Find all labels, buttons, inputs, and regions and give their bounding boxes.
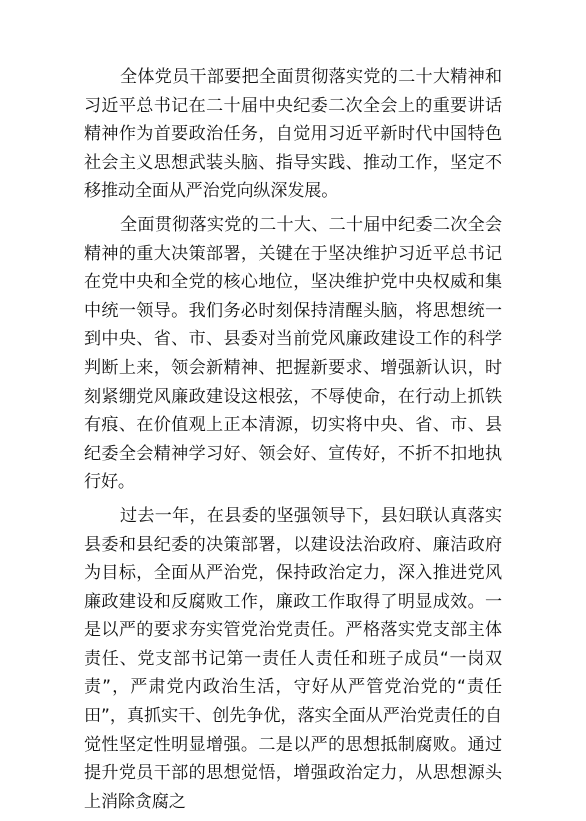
- paragraph-2: 全面贯彻落实党的二十大、二十届中纪委二次全会精神的重大决策部署，关键在于坚决维护习近平总书记在党中央和全党的核心地位，坚决维护党中央权威和集中统一领导。我们务必时刻保持清醒头脑，将思想统一到中央、省、市、县委对当前党风廉政建设工作的科学判断上来，领会新精神、把握新要求、增强新认识，时刻紧绷党风廉政建设这根弦，不辱使命，在行动上抓铁有痕、在价值观上正本清源，切实将中央、省、市、县纪委全会精神学习好、领会好、宣传好，不折不扣地执行好。: [84, 214, 502, 493]
- paragraph-3: 过去一年，在县委的坚强领导下，县妇联认真落实县委和县纪委的决策部署，以建设法治政府、廉洁政府为目标，全面从严治党，保持政治定力，深入推进党风廉政建设和反腐败工作，廉政工作取得了明显成效。一是以严的要求夯实管党治党责任。严格落实党支部主体责任、党支部书记第一责任人责任和班子成员“一岗双责”，严肃党内政治生活，守好从严管党治党的“责任田”，真抓实干、创先争优，落实全面从严治党责任的自觉性坚定性明显增强。二是以严的思想抵制腐败。通过提升党员干部的思想觉悟，增强政治定力，从思想源头上消除贪腐之: [84, 505, 502, 812]
- paragraph-1: 全体党员干部要把全面贯彻落实党的二十大精神和习近平总书记在二十届中央纪委二次全会上的重要讲话精神作为首要政治任务，自觉用习近平新时代中国特色社会主义思想武装头脑、指导实践、推动工作，坚定不移推动全面从严治党向纵深发展。: [84, 67, 502, 202]
- document-body: [84, 63, 502, 821]
